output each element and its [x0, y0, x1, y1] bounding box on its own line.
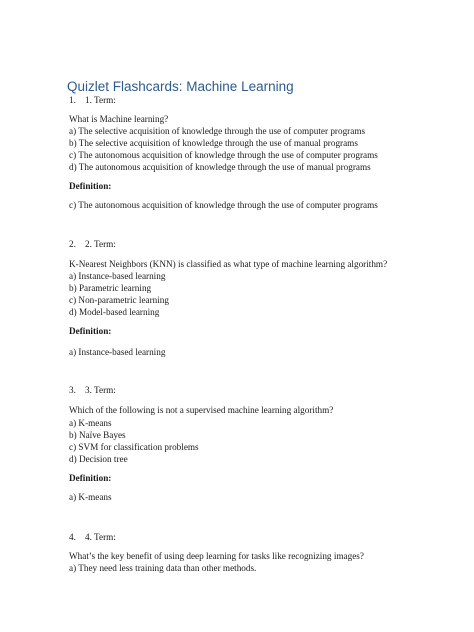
term-heading	[69, 532, 116, 542]
option-b: b) The selective acquisition of knowledge through the use of manual programs	[69, 138, 358, 148]
definition-label: Definition:	[69, 326, 112, 336]
term-label: 1. Term:	[85, 95, 116, 105]
definition-answer: a) K-means	[69, 492, 112, 502]
option-a: a) They need less training data than other methods.	[69, 563, 257, 573]
question-text: What’s the key benefit of using deep learning for tasks like recognizing images?	[69, 551, 364, 561]
option-a: a) The selective acquisition of knowledge through the use of computer programs	[69, 126, 366, 136]
term-label: 4. Term:	[85, 532, 116, 542]
list-number: 2.	[69, 239, 76, 249]
list-number: 1.	[69, 95, 76, 105]
term-label: 3. Term:	[85, 385, 116, 395]
list-number: 4.	[69, 532, 76, 542]
option-d: d) Model-based learning	[69, 307, 160, 317]
option-b: b) Parametric learning	[69, 283, 152, 293]
definition-answer: a) Instance-based learning	[69, 347, 166, 357]
option-a: a) Instance-based learning	[69, 271, 166, 281]
term-label: 2. Term:	[85, 239, 116, 249]
option-b: b) Naïve Bayes	[69, 430, 126, 440]
option-c: c) The autonomous acquisition of knowledge through the use of computer programs	[69, 150, 378, 160]
term-heading	[69, 95, 116, 105]
document-title: Quizlet Flashcards: Machine Learning	[67, 79, 294, 94]
definition-label: Definition:	[69, 181, 112, 191]
question-text: K-Nearest Neighbors (KNN) is classified as what type of machine learning algorithm?	[69, 259, 388, 269]
option-d: d) The autonomous acquisition of knowledge through the use of manual programs	[69, 162, 371, 172]
option-d: d) Decision tree	[69, 454, 128, 464]
option-c: c) SVM for classification problems	[69, 442, 199, 452]
term-heading	[69, 239, 116, 249]
definition-label: Definition:	[69, 473, 112, 483]
list-number: 3.	[69, 385, 76, 395]
definition-answer: c) The autonomous acquisition of knowledge through the use of computer programs	[69, 200, 378, 210]
question-text: What is Machine learning?	[69, 114, 169, 124]
option-a: a) K-means	[69, 418, 112, 428]
term-heading	[69, 385, 116, 395]
question-text: Which of the following is not a supervised machine learning algorithm?	[69, 405, 334, 415]
option-c: c) Non-parametric learning	[69, 295, 169, 305]
